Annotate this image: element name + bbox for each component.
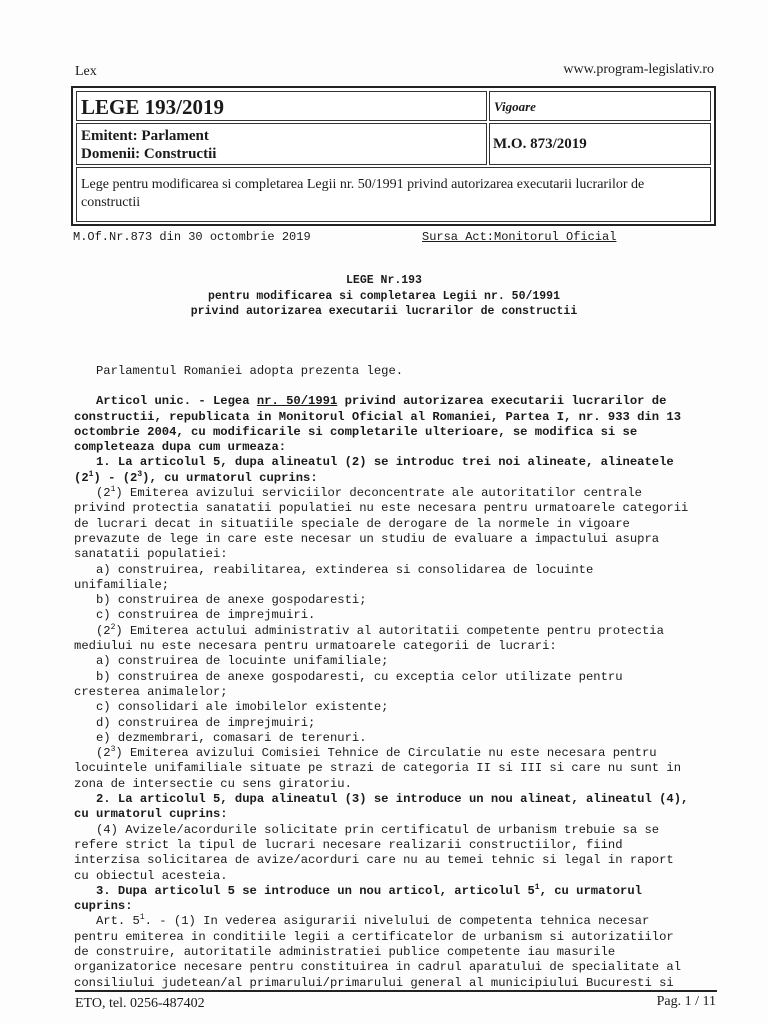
footer-contact: ETO, tel. 0256-487402 bbox=[75, 996, 205, 1011]
source-link[interactable]: Sursa Act:Monitorul Oficial bbox=[422, 230, 617, 244]
body-line: unifamiliale; bbox=[74, 577, 170, 592]
footer-divider bbox=[75, 990, 717, 992]
emitent-cell bbox=[76, 123, 487, 165]
body-line: privind protectia sanatatii populatiei nu este necesara pentru urmatoarele categorii bbox=[74, 501, 689, 516]
description-cell bbox=[76, 167, 711, 222]
body-line: e) dezmembrari, comasari de terenuri. bbox=[74, 730, 367, 745]
body-line: $(2^3)$ Emiterea avizului Comisiei Tehnice de Circulatie nu este necesara pentru bbox=[74, 745, 657, 761]
header-lex: Lex bbox=[75, 64, 97, 79]
body-line: b) construirea de anexe gospodaresti; bbox=[74, 593, 367, 608]
monitor-cell bbox=[489, 123, 711, 165]
publication-date: M.Of.Nr.873 din 30 octombrie 2019 bbox=[73, 230, 311, 244]
body-line: b) construirea de anexe gospodaresti, cu exceptia celor utilizate pentru bbox=[74, 669, 623, 684]
publication-meta bbox=[73, 230, 633, 244]
body-line: mediului nu este necesara pentru urmatoarele categorii de lucrari: bbox=[74, 639, 557, 654]
law-number-title: LEGE 193/2019 bbox=[81, 95, 224, 119]
body-line: 1. La articolul 5, dupa alineatul (2) se introduc trei noi alineate, alineatele bbox=[74, 455, 674, 470]
status-badge: Vigoare bbox=[494, 99, 536, 114]
body-line: 3. Dupa articolul 5 se introduce un nou articol, articolul $5^1$, cu urmatorul bbox=[74, 882, 642, 898]
info-box bbox=[71, 86, 716, 226]
body-line: 2. La articolul 5, dupa alineatul (3) se introduce un nou alineat, alineatul (4), bbox=[74, 792, 689, 807]
body-line: Parlamentul Romaniei adopta prezenta lege. bbox=[74, 364, 404, 378]
body-line: d) construirea de imprejmuiri; bbox=[74, 715, 316, 730]
header-website[interactable]: www.program-legislativ.ro bbox=[563, 62, 714, 77]
body-line: completeaza dupa cum urmeaza: bbox=[74, 440, 287, 455]
law-heading-line1: LEGE Nr.193 bbox=[346, 274, 422, 287]
body-line: consiliului judetean/al primarului/primarului general al municipiului Bucuresti si bbox=[74, 975, 674, 990]
body-line: a) construirea de locuinte unifamiliale; bbox=[74, 654, 389, 669]
body-line: refere strict la tipul de lucrari necesare realizarii constructiilor, fiind bbox=[74, 837, 623, 852]
body-line-article bbox=[74, 394, 714, 409]
body-line: $(2^1) - (2^3)$, cu urmatorul cuprins: bbox=[74, 469, 318, 485]
body-line: prevazute de lege in care este necesar un studiu de evaluare a impactului asupra bbox=[74, 531, 660, 546]
body-line: c) consolidari ale imobilelor existente; bbox=[74, 700, 389, 715]
body-line: locuintele unifamiliale situate pe strazi de categoria II si III si care nu sunt in bbox=[74, 761, 682, 776]
monitor-oficial-label: M.O. 873/2019 bbox=[493, 136, 587, 152]
body-line: $(2^1)$ Emiterea avizului serviciilor deconcentrate ale autoritatilor centrale bbox=[74, 485, 642, 501]
body-line: cu obiectul acesteia. bbox=[74, 868, 228, 883]
body-line: pentru emiterea in conditiile legii a certificatelor de urbanism si autorizatiilor bbox=[74, 929, 674, 944]
law-body bbox=[74, 364, 714, 991]
body-line: Art. $5^1$. - (1) In vederea asigurarii nivelului de competenta tehnica necesar bbox=[74, 913, 650, 929]
law-description: Lege pentru modificarea si completarea Legii nr. 50/1991 privind autorizarea executarii lucrarilor de constructii bbox=[81, 177, 645, 210]
title-cell bbox=[76, 91, 487, 121]
body-line: sanatatii populatiei: bbox=[74, 547, 228, 562]
page-number: Pag. 1 / 11 bbox=[656, 994, 716, 1009]
body-line: organizatorice necesare pentru constituirea in cadrul aparatului de specialitate al bbox=[74, 960, 682, 975]
body-line: cu urmatorul cuprins: bbox=[74, 807, 228, 822]
body-line: interzisa solicitarea de avize/acorduri care nu au temei tehnic si legal in raport bbox=[74, 853, 674, 868]
emitent-label: Emitent: Parlament bbox=[81, 128, 209, 144]
body-line: (4) Avizele/acordurile solicitate prin certificatul de urbanism trebuie sa se bbox=[74, 822, 660, 837]
body-line: c) construirea de imprejmuiri. bbox=[74, 608, 316, 623]
body-line: $(2^2)$ Emiterea actului administrativ al autoritatii competente pentru protectia bbox=[74, 622, 664, 638]
article-intro: Articol unic. - Legea bbox=[74, 394, 257, 409]
law-heading-line2: pentru modificarea si completarea Legii nr. 50/1991 bbox=[208, 290, 560, 303]
body-line: cuprins: bbox=[74, 899, 133, 914]
body-line: cresterea animalelor; bbox=[74, 684, 228, 699]
body-line: octombrie 2004, cu modificarile si completarile ulterioare, se modifica si se bbox=[74, 424, 638, 439]
body-line: zona de intersectie cu sens giratoriu. bbox=[74, 776, 352, 791]
article-intro-rest: privind autorizarea executarii lucrarilor de bbox=[337, 394, 667, 409]
body-line: de lucrari decat in situatiile speciale de derogare de la normele in vigoare bbox=[74, 516, 630, 531]
body-line: constructii, republicata in Monitorul Oficial al Romaniei, Partea I, nr. 933 din 13 bbox=[74, 409, 682, 424]
law-heading-line3: privind autorizarea executarii lucrarilor de constructii bbox=[190, 305, 578, 318]
domenii-label: Domenii: Constructii bbox=[81, 146, 217, 162]
law-50-1991-link[interactable]: nr. 50/1991 bbox=[256, 394, 338, 409]
body-line: de construire, autoritatile administratiei publice competente iau masurile bbox=[74, 944, 616, 959]
body-line: a) construirea, reabilitarea, extinderea si consolidarea de locuinte bbox=[74, 562, 594, 577]
status-cell bbox=[489, 91, 711, 121]
